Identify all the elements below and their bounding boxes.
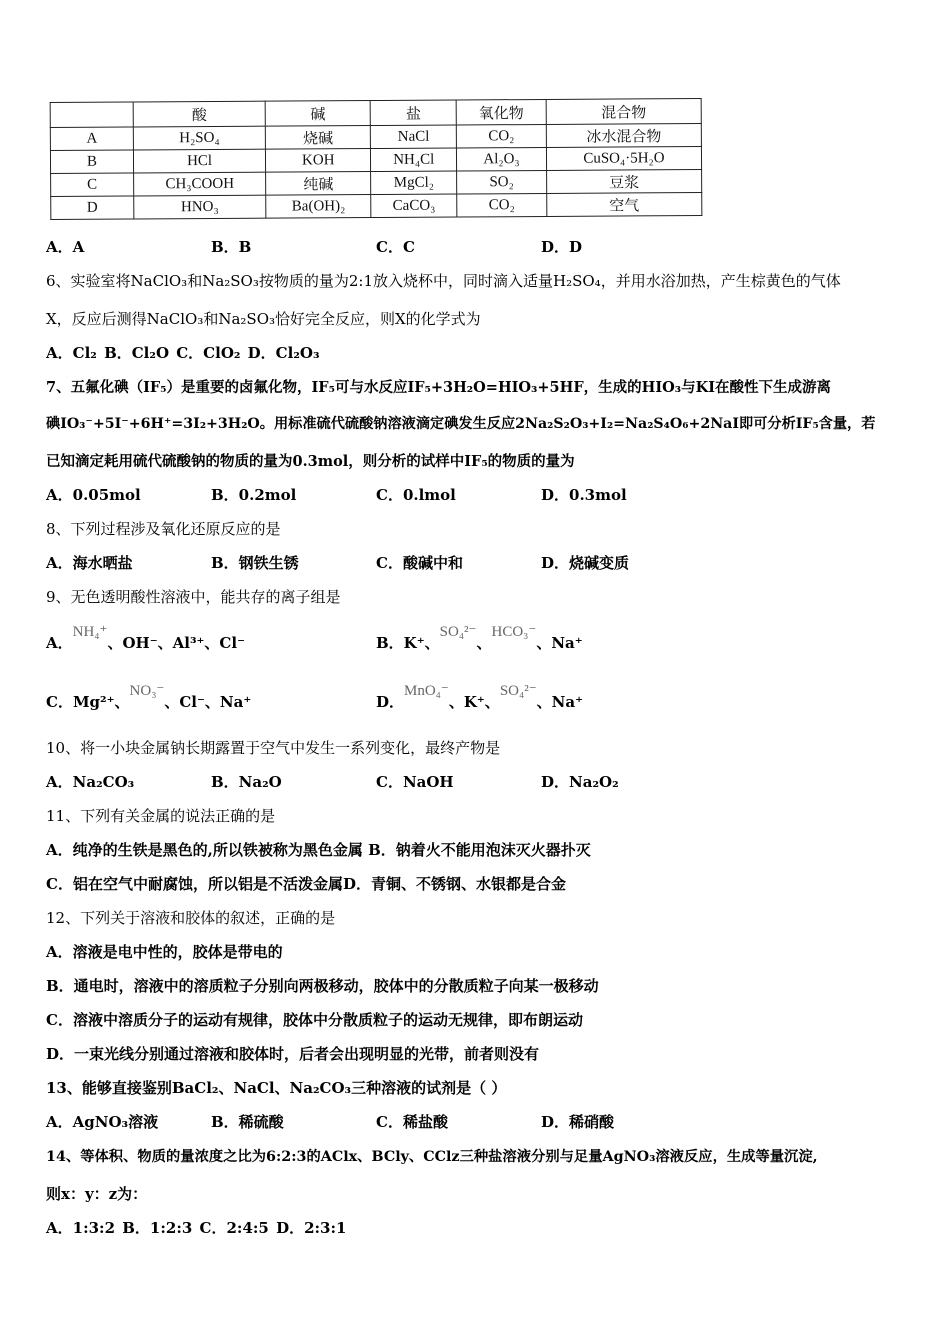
q7-option-a[interactable]: A．0.05mol (46, 486, 141, 504)
cell-salt: NaCl (371, 125, 457, 149)
q9-option-b[interactable] (376, 624, 583, 653)
q14-stem-line1: 14、等体积、物质的量浓度之比为6:2:3的AClx、BCly、CClz三种盐溶液分别与足量AgNO₃溶液反应，生成等量沉淀, (46, 1149, 818, 1165)
cell-acid: HNO₃ (134, 195, 266, 219)
q11-options-ab[interactable]: A．纯净的生铁是黑色的,所以铁被称为黑色金属 B．钠着火不能用泡沫灭火器扑灭 (46, 841, 591, 859)
row-label: B (50, 150, 133, 174)
q5-option-d[interactable]: D．D (541, 238, 583, 256)
q8-option-c[interactable]: C．酸碱中和 (376, 554, 463, 572)
q10-option-c[interactable]: C．NaOH (376, 773, 454, 791)
table-header: 酸 (133, 101, 265, 127)
q11-stem: 11、下列有关金属的说法正确的是 (46, 807, 276, 825)
q7-stem-line2: 碘IO₃⁻+5I⁻+6H⁺=3I₂+3H₂O。用标准硫代硫酸钠溶液滴定碘发生反应2Na₂S₂O₃+I₂=Na₂S₄O₆+2NaI即可分析IF₅含量，若 (46, 416, 876, 432)
cell-oxide: CO₂ (456, 124, 546, 148)
option-rest: 、OH⁻、Al³⁺、Cl⁻ (107, 634, 245, 652)
q12-option-b[interactable]: B．通电时，溶液中的溶质粒子分别向两极移动，胶体中的分散质粒子向某一极移动 (46, 977, 599, 995)
q7-option-c[interactable]: C．0.lmol (376, 486, 456, 504)
q12-option-d[interactable]: D．一束光线分别通过溶液和胶体时，后者会出现明显的光带，前者则没有 (46, 1045, 540, 1063)
q10-option-b[interactable]: B．Na₂O (211, 773, 282, 791)
row-label: C (51, 173, 134, 197)
classification-table (50, 98, 703, 220)
ion-nh4: NH₄⁺ (72, 624, 108, 640)
cell-oxide: Al₂O₃ (457, 147, 547, 171)
q6-stem-line2: X，反应后测得NaClO₃和Na₂SO₃恰好完全反应，则X的化学式为 (46, 310, 481, 328)
q5-option-c[interactable]: C．C (376, 238, 415, 256)
q7-option-b[interactable]: B．0.2mol (211, 486, 297, 504)
q9-option-a[interactable] (46, 624, 245, 653)
table-row (51, 193, 702, 220)
cell-base: 烧碱 (265, 126, 370, 150)
q8-option-b[interactable]: B．钢铁生锈 (211, 554, 299, 572)
cell-oxide: SO₂ (457, 170, 547, 194)
q8-stem: 8、下列过程涉及氧化还原反应的是 (46, 520, 281, 538)
cell-salt: NH₄Cl (371, 148, 457, 172)
option-mid: 、K⁺、 (448, 693, 500, 711)
q13-option-b[interactable]: B．稀硫酸 (211, 1113, 284, 1131)
q9-option-c[interactable] (46, 683, 252, 712)
q12-option-c[interactable]: C．溶液中溶质分子的运动有规律，胶体中分散质粒子的运动无规律，即布朗运动 (46, 1011, 583, 1029)
q10-stem: 10、将一小块金属钠长期露置于空气中发生一系列变化，最终产物是 (46, 739, 501, 757)
table-header: 混合物 (546, 99, 701, 125)
cell-acid: H₂SO₄ (133, 126, 265, 150)
option-label: D． (376, 693, 405, 711)
q13-option-c[interactable]: C．稀盐酸 (376, 1113, 448, 1131)
q12-stem: 12、下列关于溶液和胶体的叙述，正确的是 (46, 909, 336, 927)
option-label: B．K⁺、 (376, 634, 440, 652)
cell-mixture: 空气 (547, 193, 702, 217)
row-label: A (50, 127, 133, 151)
q7-stem-line3: 已知滴定耗用硫代硫酸钠的物质的量为0.3mol，则分析的试样中IF₅的物质的量为 (46, 453, 575, 470)
option-label: A． (46, 634, 73, 652)
q14-stem-line2: 则x：y：z为： (46, 1185, 148, 1203)
q9-stem: 9、无色透明酸性溶液中，能共存的离子组是 (46, 588, 341, 606)
cell-salt: MgCl₂ (371, 171, 457, 195)
q10-option-d[interactable]: D．Na₂O₂ (541, 773, 619, 791)
table-header (50, 102, 133, 128)
q13-stem: 13、能够直接鉴别BaCl₂、NaCl、Na₂CO₃三种溶液的试剂是（ ） (46, 1079, 507, 1097)
cell-salt: CaCO₃ (371, 194, 457, 218)
option-label: C．Mg²⁺、 (46, 693, 130, 711)
cell-acid: HCl (133, 149, 265, 173)
row-label: D (51, 196, 134, 220)
ion-so4: SO₄²⁻ (499, 683, 537, 699)
q14-options[interactable]: A．1:3:2 B．1:2:3 C．2:4:5 D．2:3:1 (46, 1219, 347, 1237)
cell-base: 纯碱 (266, 172, 371, 196)
cell-oxide: CO₂ (457, 193, 547, 217)
ion-so4: SO₄²⁻ (439, 624, 477, 640)
q6-options[interactable]: A．Cl₂ B．Cl₂O C．ClO₂ D．Cl₂O₃ (46, 344, 320, 362)
q12-option-a[interactable]: A．溶液是电中性的，胶体是带电的 (46, 943, 283, 961)
cell-base: KOH (266, 149, 371, 173)
q11-options-cd[interactable]: C．铝在空气中耐腐蚀，所以铝是不活泼金属D．青铜、不锈钢、水银都是合金 (46, 875, 566, 893)
q8-option-a[interactable]: A．海水晒盐 (46, 554, 133, 572)
cell-acid: CH₃COOH (134, 172, 266, 196)
option-rest: 、Na⁺ (536, 634, 583, 652)
ion-mno4: MnO₄⁻ (404, 683, 449, 699)
ion-hco3: HCO₃⁻ (491, 624, 537, 640)
table-header: 盐 (370, 100, 456, 126)
ion-no3: NO₃⁻ (129, 683, 165, 699)
q5-option-a[interactable]: A．A (46, 238, 85, 256)
cell-mixture: 豆浆 (546, 170, 701, 194)
cell-mixture: 冰水混合物 (546, 124, 701, 148)
q7-option-d[interactable]: D．0.3mol (541, 486, 627, 504)
option-rest: 、Cl⁻、Na⁺ (164, 693, 252, 711)
table-header: 氧化物 (456, 99, 546, 125)
cell-mixture: CuSO₄·5H₂O (546, 147, 701, 171)
table-header: 碱 (265, 101, 370, 127)
q13-option-d[interactable]: D．稀硝酸 (541, 1113, 615, 1131)
option-rest: 、Na⁺ (536, 693, 583, 711)
q5-option-b[interactable]: B．B (211, 238, 252, 256)
q9-option-d[interactable] (376, 683, 583, 712)
q7-stem-line1: 7、五氟化碘（IF₅）是重要的卤氟化物，IF₅可与水反应IF₅+3H₂O=HIO₃+5HF，生成的HIO₃与KI在酸性下生成游离 (46, 379, 831, 396)
q10-option-a[interactable]: A．Na₂CO₃ (46, 773, 135, 791)
q6-stem-line1: 6、实验室将NaClO₃和Na₂SO₃按物质的量为2:1放入烧杯中，同时滴入适量H₂SO₄，并用水浴加热，产生棕黄色的气体 (46, 272, 841, 290)
q8-option-d[interactable]: D．烧碱变质 (541, 554, 630, 572)
option-sep: 、 (476, 634, 492, 652)
q13-option-a[interactable]: A．AgNO₃溶液 (46, 1113, 159, 1131)
cell-base: Ba(OH)₂ (266, 195, 371, 219)
